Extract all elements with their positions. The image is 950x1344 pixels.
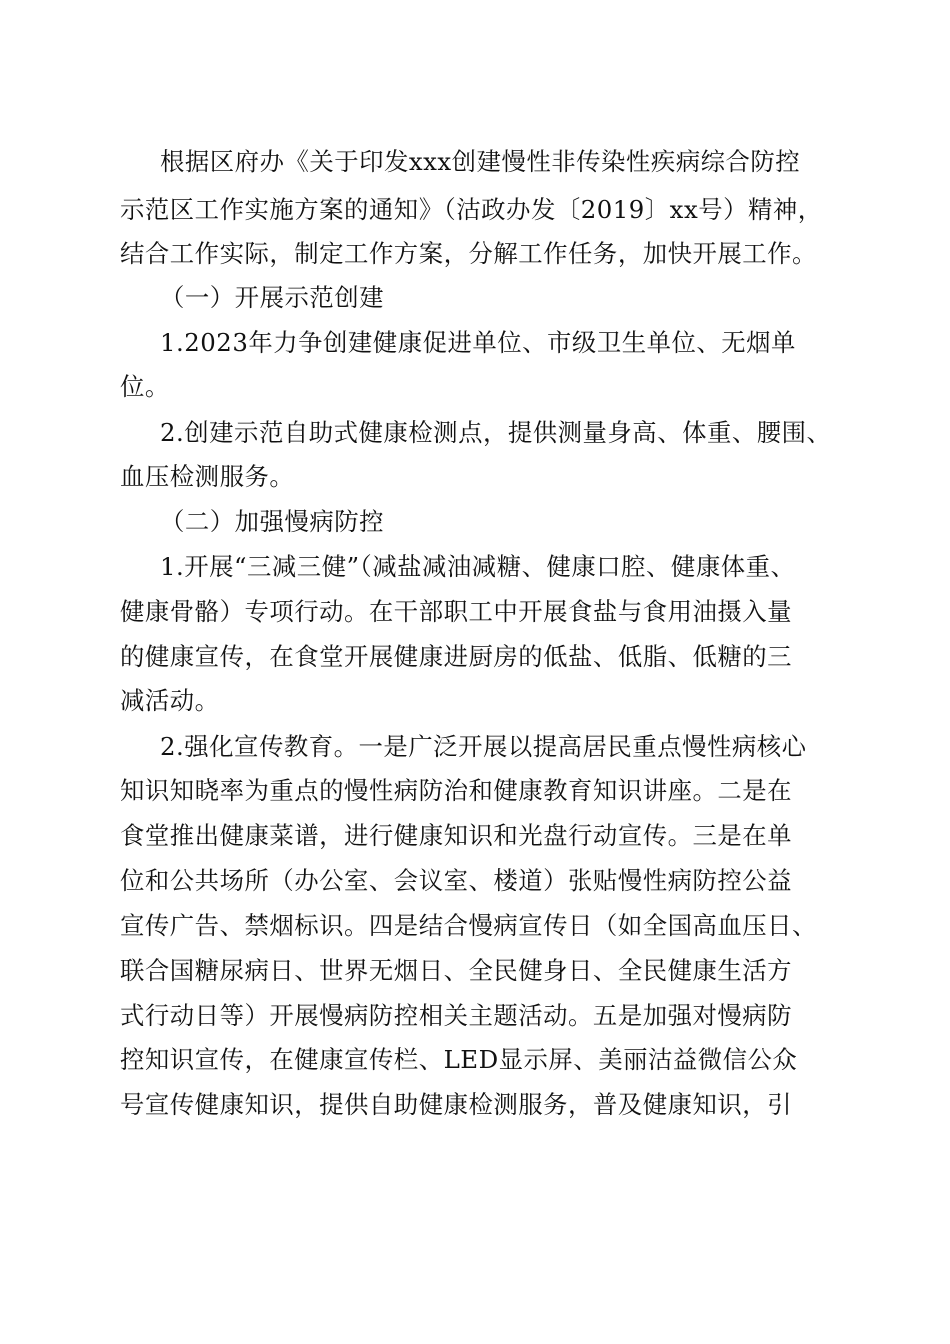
paragraph-intro-line-2: 示范区工作实施方案的通知》（沽政办发〔2019〕xx号）精神， [120,195,823,224]
item-2-1-line-1: 1.开展“三减三健”（减盐减油减糖、健康口腔、健康体重、 [160,552,796,581]
item-2-1-line-4: 减活动。 [120,686,220,715]
item-2-2-line-8: 控知识宣传，在健康宣传栏、LED显示屏、美丽沽益微信公众 [120,1045,798,1074]
item-2-1-line-3: 的健康宣传，在食堂开展健康进厨房的低盐、低脂、低糖的三 [120,642,793,671]
item-2-2-line-3: 食堂推出健康菜谱，进行健康知识和光盘行动宣传。三是在单 [120,821,793,850]
item-2-2-line-7: 式行动日等）开展慢病防控相关主题活动。五是加强对慢病防 [120,1001,793,1030]
item-1-1-line-1: 1.2023年力争创建健康促进单位、市级卫生单位、无烟单 [160,328,796,357]
item-2-1-line-2: 健康骨骼）专项行动。在干部职工中开展食盐与食用油摄入量 [120,597,793,626]
item-2-2-line-9: 号宣传健康知识，提供自助健康检测服务，普及健康知识，引 [120,1090,793,1119]
item-2-2-line-5: 宣传广告、禁烟标识。四是结合慢病宣传日（如全国高血压日、 [120,911,817,940]
item-1-2-line-2: 血压检测服务。 [120,462,295,491]
item-1-2-line-1: 2.创建示范自助式健康检测点，提供测量身高、体重、腰围、 [160,418,832,447]
section-heading-2: （二）加强慢病防控 [160,507,385,536]
paragraph-intro-line-3: 结合工作实际，制定工作方案，分解工作任务，加快开展工作。 [120,239,817,268]
section-heading-1: （一）开展示范创建 [160,283,385,312]
item-2-2-line-6: 联合国糖尿病日、世界无烟日、全民健身日、全民健康生活方 [120,956,793,985]
item-1-1-line-2: 位。 [120,372,170,401]
item-2-2-line-1: 2.强化宣传教育。一是广泛开展以提高居民重点慢性病核心 [160,732,807,761]
paragraph-intro-line-1: 根据区府办《关于印发xxx创建慢性非传染性疾病综合防控 [160,147,801,176]
item-2-2-line-4: 位和公共场所（办公室、会议室、楼道）张贴慢性病防控公益 [120,866,793,895]
item-2-2-line-2: 知识知晓率为重点的慢性病防治和健康教育知识讲座。二是在 [120,776,793,805]
